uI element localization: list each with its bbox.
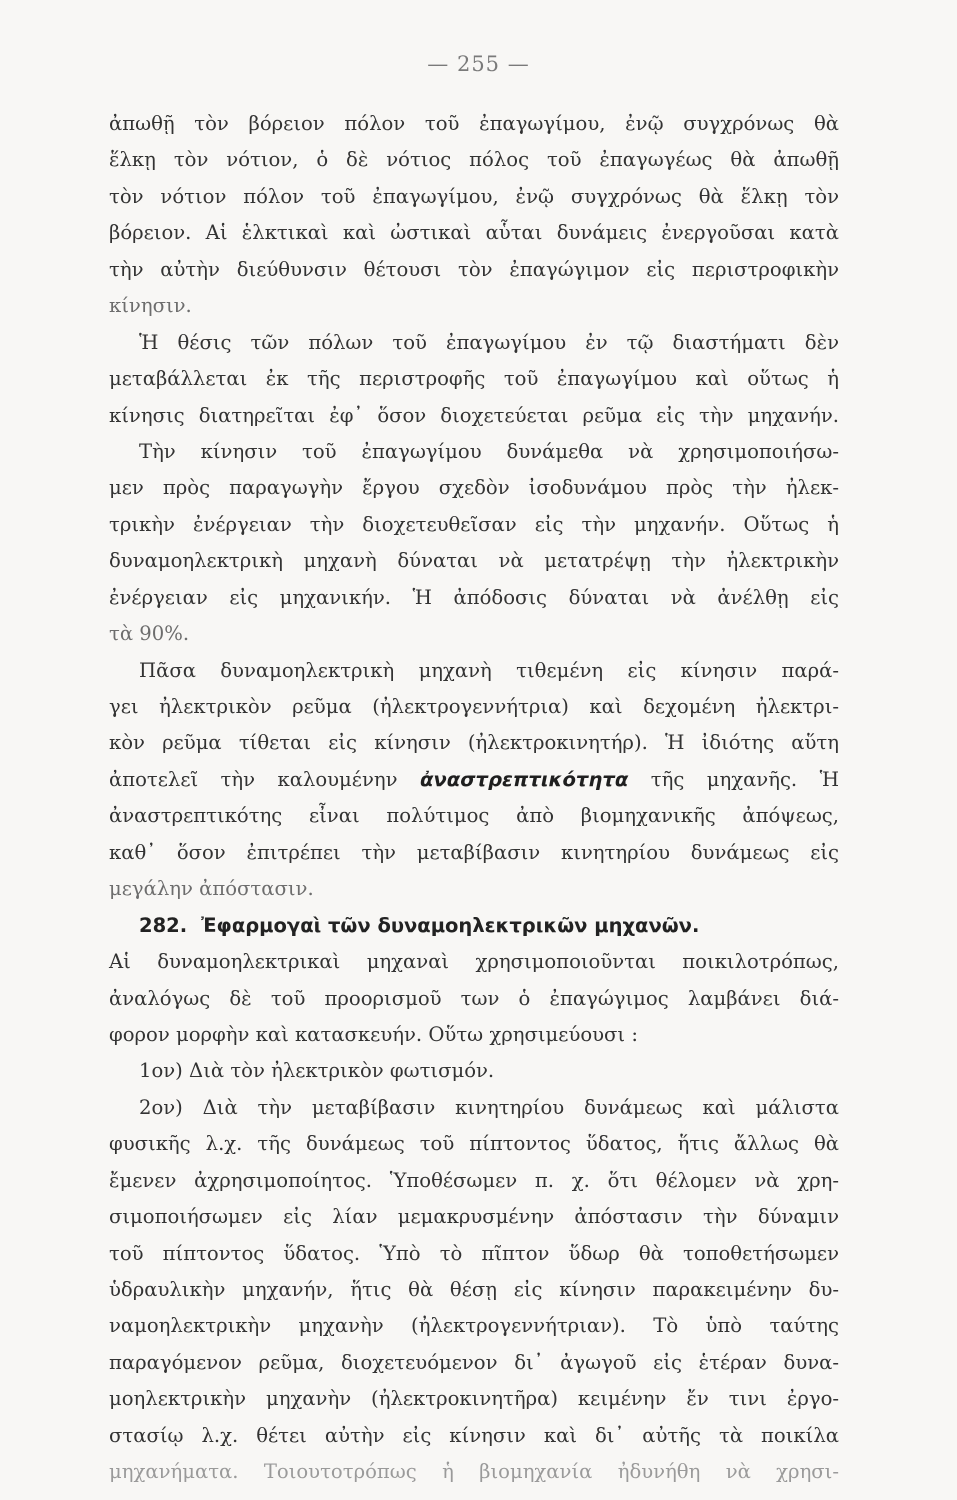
text-line: ἕλκῃ τὸν νότιον, ὁ δὲ νότιος πόλος τοῦ ἐπαγωγέως θὰ ἀπωθῇ (109, 148, 839, 172)
text-line: βόρειον. Αἱ ἑλκτικαὶ καὶ ὠστικαὶ αὗται δυνάμεις ἐνεργοῦσαι κατὰ (109, 221, 839, 245)
text-line: σιμοποιήσωμεν εἰς λίαν μεμακρυσμένην ἀπόστασιν τὴν δύναμιν (109, 1205, 839, 1229)
text-line: μεν πρὸς παραγωγὴν ἔργου σχεδὸν ἰσοδυνάμου πρὸς τὴν ἠλεκ- (109, 476, 839, 500)
text-fragment: τῆς μηχανῆς. Ἡ (650, 767, 840, 791)
text-line: ἐνέργειαν εἰς μηχανικήν. Ἡ ἀπόδοσις δύναται νὰ ἀνέλθῃ εἰς (109, 585, 839, 609)
text-line: 2ον) Διὰ τὴν μεταβίβασιν κινητηρίου δυνάμεως καὶ μάλιστα (139, 1095, 839, 1119)
text-line: ἀναλόγως δὲ τοῦ προορισμοῦ των ὁ ἐπαγώγιμος λαμβάνει διά- (109, 986, 839, 1010)
text-line: τὸν νότιον πόλον τοῦ ἐπαγωγίμου, ἐνῷ συγχρόνως θὰ ἕλκῃ τὸν (109, 184, 839, 208)
text-line: ἔμενεν ἀχρησιμοποίητος. Ὑποθέσωμεν π. χ. ὅτι θέλομεν νὰ χρη- (109, 1168, 839, 1192)
text-line: γει ἠλεκτρικὸν ρεῦμα (ἠλεκτρογεννήτρια) καὶ δεχομένη ἠλεκτρι- (109, 695, 839, 718)
text-line: καθ᾽ ὅσον ἐπιτρέπει τὴν μεταβίβασιν κινητηρίου δυνάμεως εἰς (109, 840, 839, 864)
text-line: στασίῳ λ.χ. θέτει αὐτὴν εἰς κίνησιν καὶ δι᾽ αὐτῆς τὰ ποικίλα (109, 1423, 839, 1447)
text-line: κίνησις διατηρεῖται ἐφ᾽ ὅσον διοχετεύεται ρεῦμα εἰς τὴν μηχανήν. (109, 403, 839, 427)
text-line: δυναμοηλεκτρικὴ μηχανὴ δύναται νὰ μετατρέψῃ τὴν ἠλεκτρικὴν (109, 549, 839, 573)
text-line: τὰ 90%. (109, 622, 190, 646)
text-line: ἀναστρεπτικότης εἶναι πολύτιμος ἀπὸ βιομηχανικῆς ἀπόψεως, (109, 804, 839, 828)
text-line: ναμοηλεκτρικὴν μηχανὴν (ἠλεκτρογεννήτριαν). Τὸ ὑπὸ ταύτης (109, 1314, 839, 1338)
text-line: παραγόμενον ρεῦμα, διοχετευόμενον δι᾽ ἀγωγοῦ εἰς ἑτέραν δυνα- (109, 1350, 839, 1374)
section-title: Ἐφαρμογαὶ τῶν δυναμοηλεκτρικῶν μηχανῶν. (201, 913, 700, 937)
text-line: μεγάλην ἀπόστασιν. (109, 877, 314, 901)
page-number: — 255 — (427, 52, 530, 76)
text-line: ὑδραυλικὴν μηχανήν, ἥτις θὰ θέσῃ εἰς κίνησιν παρακειμένην δυ- (109, 1278, 839, 1301)
text-line: κίνησιν. (109, 294, 192, 318)
text-line: Ἡ θέσις τῶν πόλων τοῦ ἐπαγωγίμου ἐν τῷ διαστήματι δὲν (139, 330, 839, 354)
body-text (109, 106, 839, 1491)
text-line: μοηλεκτρικὴν μηχανὴν (ἠλεκτροκινητῆρα) κειμένην ἔν τινι ἐργο- (109, 1387, 839, 1411)
text-line: Αἱ δυναμοηλεκτρικαὶ μηχαναὶ χρησιμοποιοῦνται ποικιλοτρόπως, (109, 950, 839, 974)
text-line: φορον μορφὴν καὶ κατασκευήν. Οὕτω χρησιμεύουσι : (109, 1022, 638, 1046)
list-item: 1ον) Διὰ τὸν ἠλεκτρικὸν φωτισμόν. (139, 1059, 495, 1083)
text-line: μηχανήματα. Τοιουτοτρόπως ἡ βιομηχανία ἠδυνήθη νὰ χρησι- (109, 1460, 839, 1484)
text-fragment: ἀποτελεῖ τὴν καλουμένην (109, 767, 398, 791)
text-line: τοῦ πίπτοντος ὕδατος. Ὑπὸ τὸ πῖπτον ὕδωρ θὰ τοποθετήσωμεν (109, 1241, 839, 1265)
text-line: Τὴν κίνησιν τοῦ ἐπαγωγίμου δυνάμεθα νὰ χρησιμοποιήσω- (139, 439, 839, 463)
emphasized-term: ἀναστρεπτικότητα (419, 767, 629, 791)
text-line: μεταβάλλεται ἐκ τῆς περιστροφῆς τοῦ ἐπαγωγίμου καὶ οὕτως ἡ (109, 367, 839, 391)
section-heading (109, 908, 839, 944)
text-line: τρικὴν ἐνέργειαν τὴν διοχετευθεῖσαν εἰς τὴν μηχανήν. Οὕτως ἡ (109, 512, 839, 536)
section-number: 282. (139, 913, 188, 937)
text-line: φυσικῆς λ.χ. τῆς δυνάμεως τοῦ πίπτοντος ὕδατος, ἥτις ἄλλως θὰ (109, 1132, 839, 1156)
text-line: ἀπωθῇ τὸν βόρειον πόλον τοῦ ἐπαγωγίμου, ἐνῷ συγχρόνως θὰ (109, 112, 839, 135)
text-line: τὴν αὐτὴν διεύθυνσιν θέτουσι τὸν ἐπαγώγιμον εἰς περιστροφικὴν (109, 257, 839, 281)
text-line: κὸν ρεῦμα τίθεται εἰς κίνησιν (ἠλεκτροκινητήρ). Ἡ ἰδιότης αὕτη (109, 731, 839, 755)
text-line: Πᾶσα δυναμοηλεκτρικὴ μηχανὴ τιθεμένη εἰς κίνησιν παρά- (139, 658, 839, 682)
text-line-with-emphasis (109, 762, 839, 798)
